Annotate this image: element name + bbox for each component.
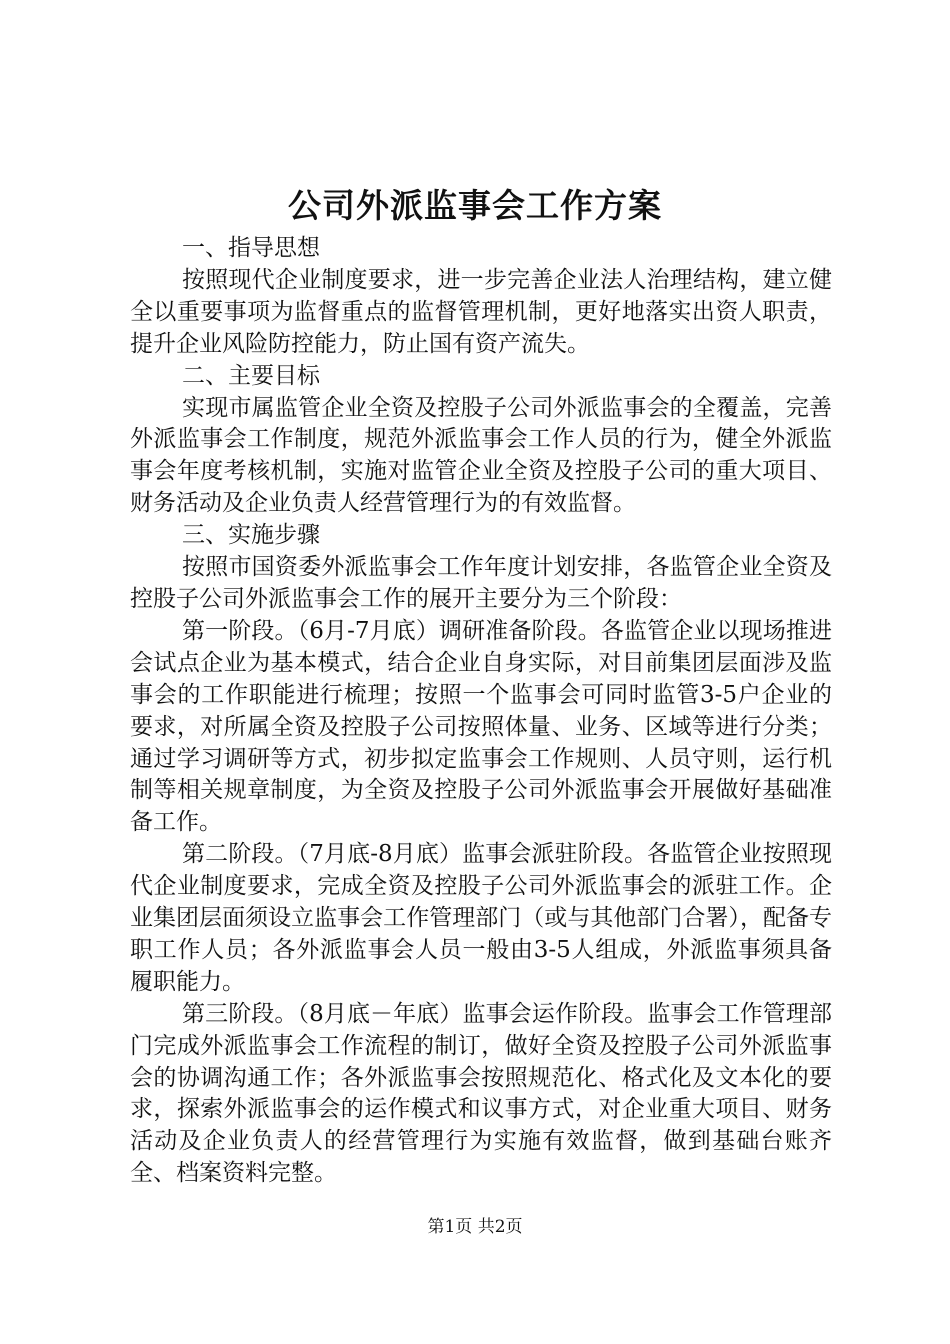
section-heading-implementation-steps: 三、实施步骤	[182, 522, 320, 549]
paragraph-guiding-ideology: 按照现代企业制度要求，进一步完善企业法人治理结构，建立健全以重要事项为监督重点的监督管理机制，更好地落实出资人职责，提升企业风险防控能力，防止国有资产流失。	[130, 266, 832, 357]
paragraph-stage-one: 第一阶段。（6月-7月底）调研准备阶段。各监管企业以现场推进会试点企业为基本模式，结合企业自身实际，对目前集团层面涉及监事会的工作职能进行梳理；按照一个监事会可同时监管3-5户企业的要求，对所属全资及控股子公司按照体量、业务、区域等进行分类；通过学习调研等方式，初步拟定监事会工作规则、人员守则，运行机制等相关规章制度，为全资及控股子公司外派监事会开展做好基础准备工作。	[130, 617, 832, 836]
paragraph-implementation-intro: 按照市国资委外派监事会工作年度计划安排，各监管企业全资及控股子公司外派监事会工作的展开主要分为三个阶段：	[130, 554, 832, 612]
document-title: 公司外派监事会工作方案	[288, 186, 662, 225]
section-heading-guiding-ideology: 一、指导思想	[182, 235, 320, 261]
paragraph-main-goals: 实现市属监管企业全资及控股子公司外派监事会的全覆盖，完善外派监事会工作制度，规范外派监事会工作人员的行为，健全外派监事会年度考核机制，实施对监管企业全资及控股子公司的重大项目、财务活动及企业负责人经营管理行为的有效监督。	[130, 394, 832, 517]
section-heading-main-goals: 二、主要目标	[182, 362, 320, 389]
paragraph-stage-three: 第三阶段。（8月底－年底）监事会运作阶段。监事会工作管理部门完成外派监事会工作流程的制订，做好全资及控股子公司外派监事会的协调沟通工作；各外派监事会按照规范化、格式化及文本化的要求，探索外派监事会的运作模式和议事方式，对企业重大项目、财务活动及企业负责人的经营管理行为实施有效监督，做到基础台账齐全、档案资料完整。	[130, 1000, 832, 1187]
paragraph-stage-two: 第二阶段。（7月底-8月底）监事会派驻阶段。各监管企业按照现代企业制度要求，完成全资及控股子公司外派监事会的派驻工作。企业集团层面须设立监事会工作管理部门（或与其他部门合署），配备专职工作人员；各外派监事会人员一般由3-5人组成，外派监事须具备履职能力。	[130, 841, 832, 995]
document-body	[130, 233, 832, 1190]
page-number: 第1页 共2页	[427, 1217, 523, 1237]
